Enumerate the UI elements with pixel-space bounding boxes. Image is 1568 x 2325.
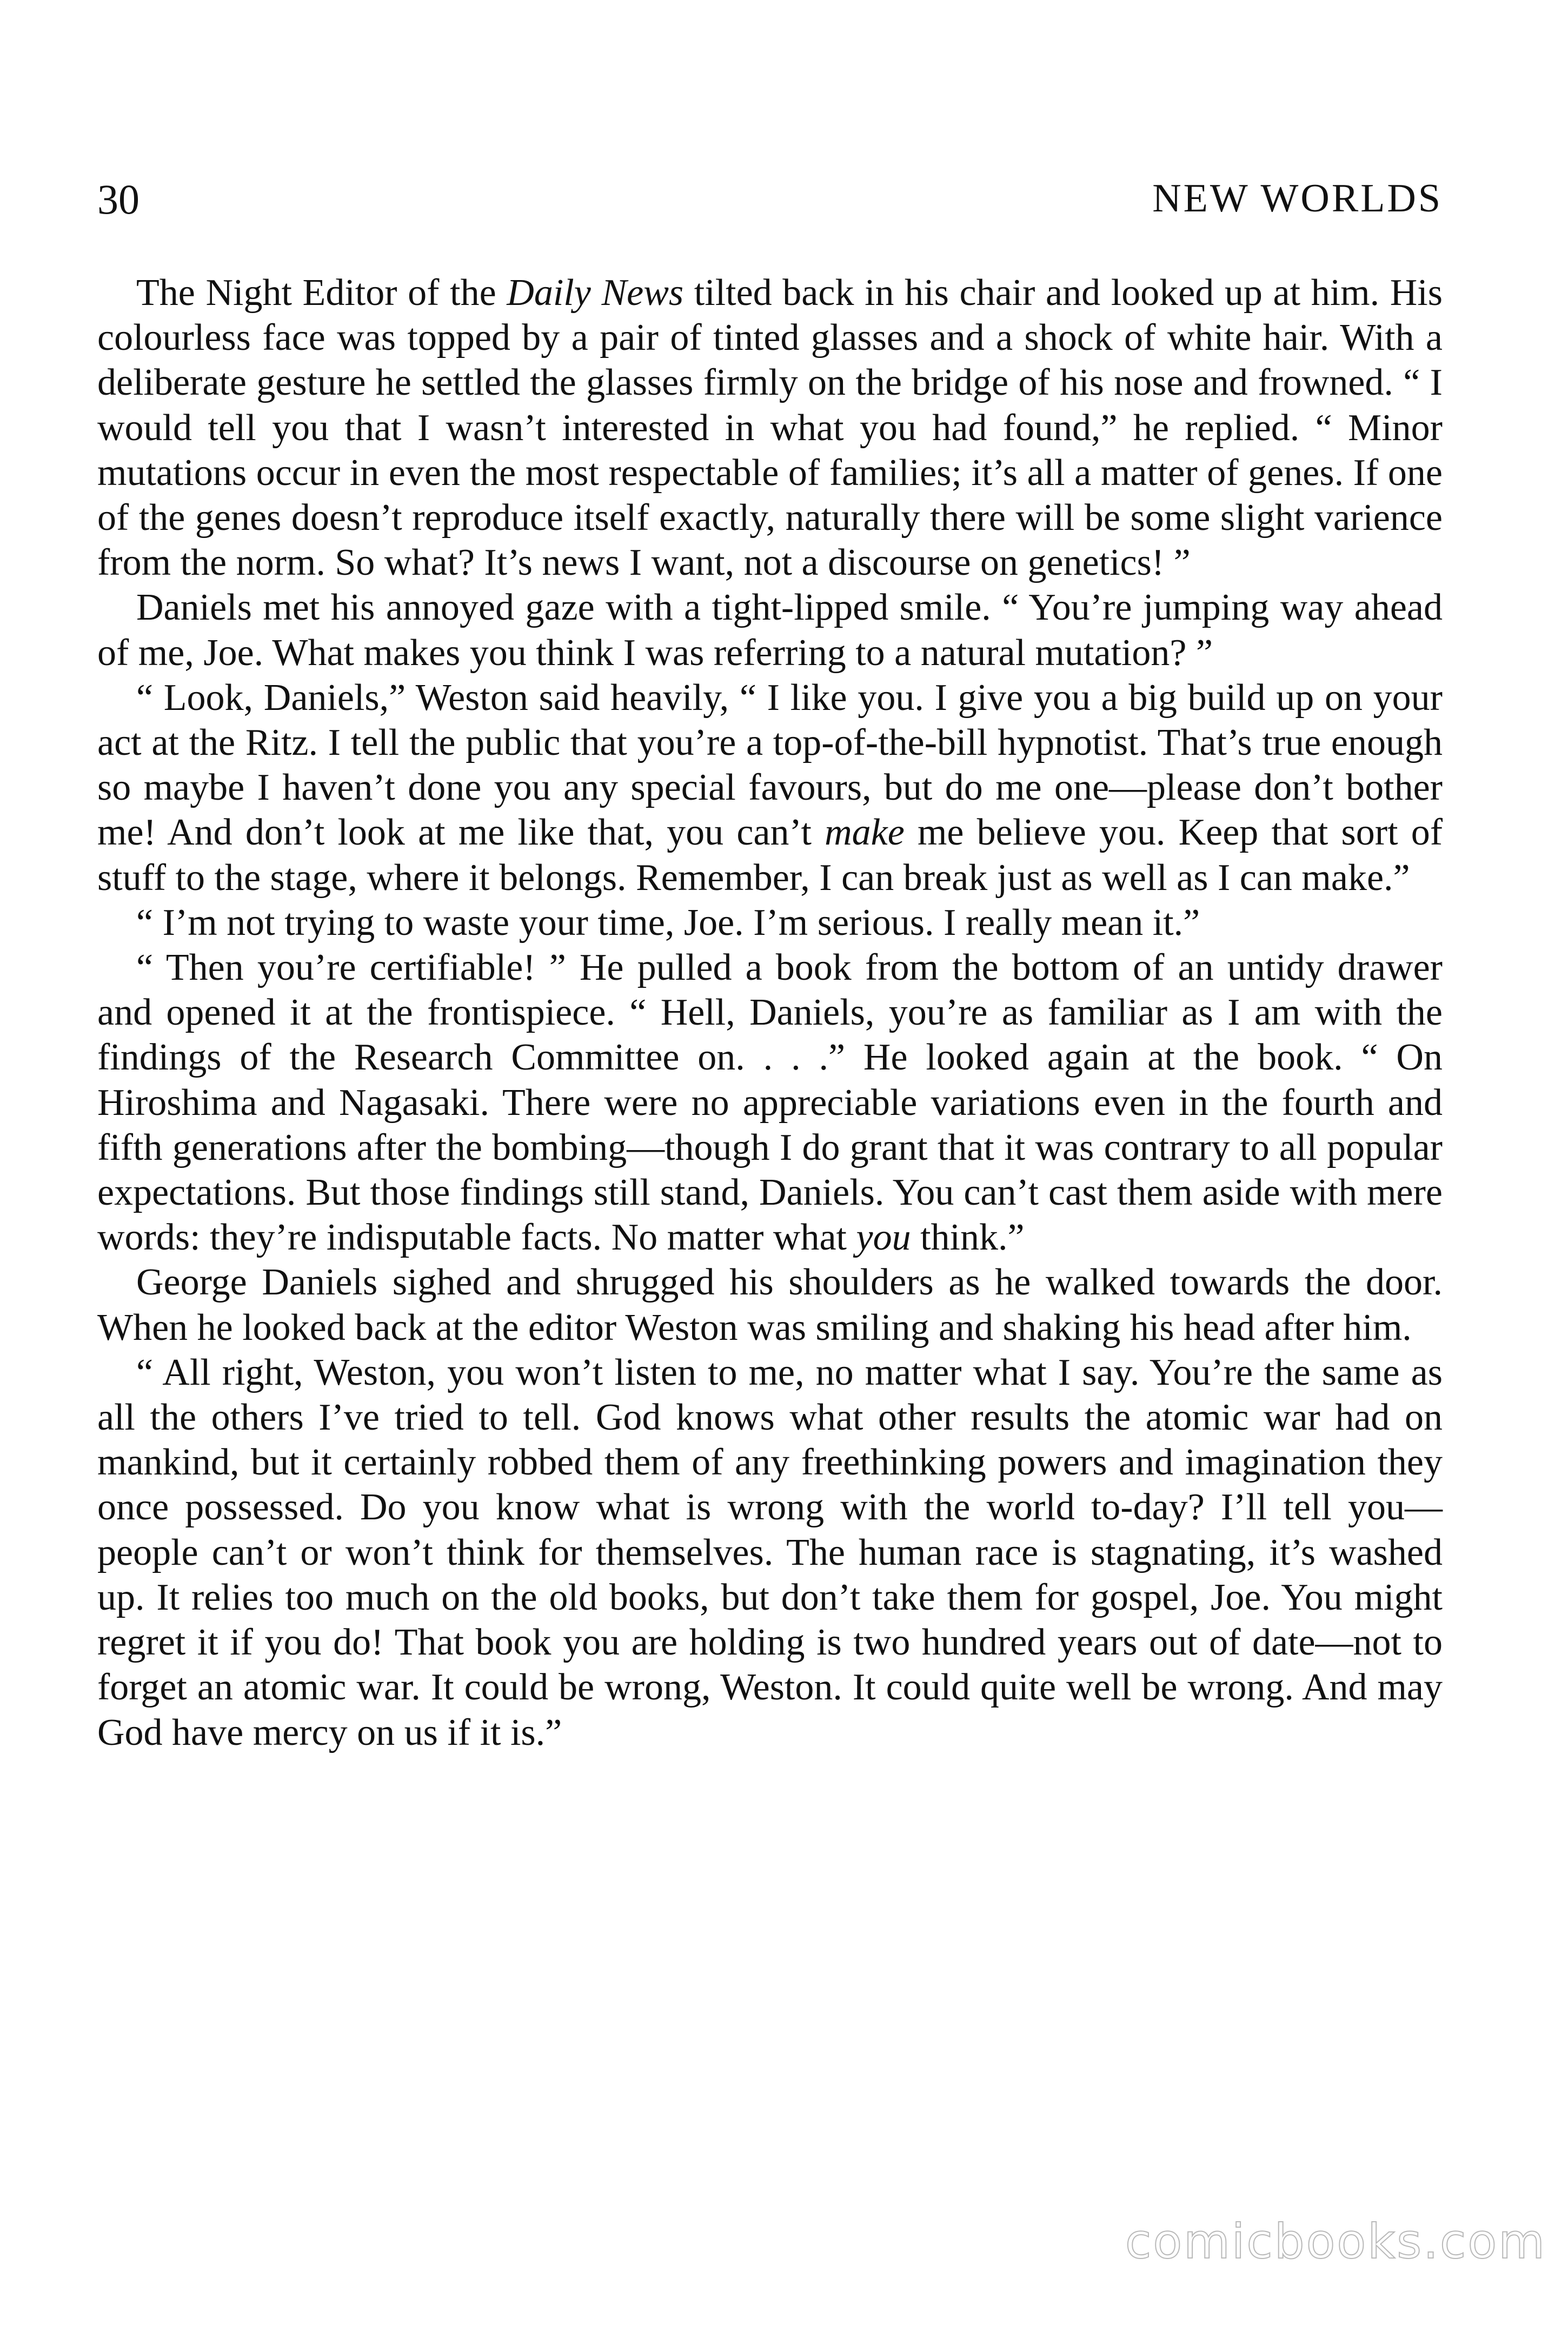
paragraph-2-text-a: Daniels met his annoyed gaze with a tight-lipped smile. “ You’re jumping way ahead of me, Joe. What makes you think I was referring to a natural mutation? ”: [97, 587, 1443, 674]
paragraph-5-text-b: think.”: [911, 1217, 1025, 1259]
watermark: comicbooks.com: [1125, 2214, 1546, 2269]
paragraph-5: [97, 945, 1443, 1260]
paragraph-3-text-a: “ Look, Daniels,” Weston said heavily, “ I like you. I give you a big build up on your act at the Ritz. I tell the public that you’re a top-of-the-bill hypnotist. That’s true enough so maybe I haven’t done you any special favours, but do me one—please don’t bother me! And don’t look at me like that, you can’t: [97, 676, 1443, 854]
paragraph-1-italic: Daily News: [507, 272, 684, 314]
paragraph-3-text-b: me believe you. Keep that sort of stuff to the stage, where it belongs. Remember, I can break just as well as I can make.”: [97, 812, 1443, 899]
paragraph-6-text-a: George Daniels sighed and shrugged his shoulders as he walked towards the door. When he looked back at the editor Weston was smiling and shaking his head after him.: [97, 1261, 1443, 1348]
paragraph-6: [97, 1260, 1443, 1350]
paragraph-7-text-a: “ All right, Weston, you won’t listen to me, no matter what I say. You’re the same as all the others I’ve tried to tell. God knows what other results the atomic war had on mankind, but it certainly robbed them of any freethinking powers and imagination they once possessed. Do you know what is wrong with the world to-day? I’ll tell you—people can’t or won’t think for themselves. The human race is stagnating, it’s washed up. It relies too much on the old books, but don’t take them for gospel, Joe. You might regret it if you do! That book you are holding is two hundred years out of date—not to forget an atomic war. It could be wrong, Weston. It could quite well be wrong. And may God have mercy on us if it is.”: [97, 1351, 1443, 1753]
paragraph-2: [97, 585, 1443, 675]
body-text: [97, 270, 1443, 1755]
paragraph-4-text-a: “ I’m not trying to waste your time, Joe. I’m serious. I really mean it.”: [136, 901, 1200, 944]
paragraph-3-italic: make: [825, 812, 905, 854]
paragraph-5-text-a: “ Then you’re certifiable! ” He pulled a book from the bottom of an untidy drawer and opened it at the frontispiece. “ Hell, Daniels, you’re as familiar as I am with the findings of the Research Committee on. . . .” He looked again at the book. “ On Hiroshima and Nagasaki. There were no appreciable variations even in the fourth and fifth generations after the bombing—though I do grant that it was contrary to all popular expectations. But those findings still stand, Daniels. You can’t cast them aside with mere words: they’re indisputable facts. No matter what: [97, 947, 1443, 1259]
page-number: 30: [97, 176, 139, 223]
paragraph-1: [97, 270, 1443, 585]
paragraph-5-italic: you: [856, 1217, 911, 1259]
running-head: NEW WORLDS: [1152, 176, 1443, 221]
paragraph-7: [97, 1350, 1443, 1755]
paragraph-1-text-b: tilted back in his chair and looked up at him. His colourless face was topped by a pair of tinted glasses and a shock of white hair. With a deliberate gesture he settled the glasses firmly on the bridge of his nose and frowned. “ I would tell you that I wasn’t interested in what you had found,” he replied. “ Minor mutations occur in even the most respectable of families; it’s all a matter of genes. If one of the genes doesn’t reproduce itself exactly, naturally there will be some slight varience from the norm. So what? It’s news I want, not a discourse on genetics! ”: [97, 272, 1443, 584]
paragraph-1-text-a: The Night Editor of the: [136, 272, 507, 314]
paragraph-4: [97, 900, 1443, 945]
paragraph-3: [97, 675, 1443, 900]
